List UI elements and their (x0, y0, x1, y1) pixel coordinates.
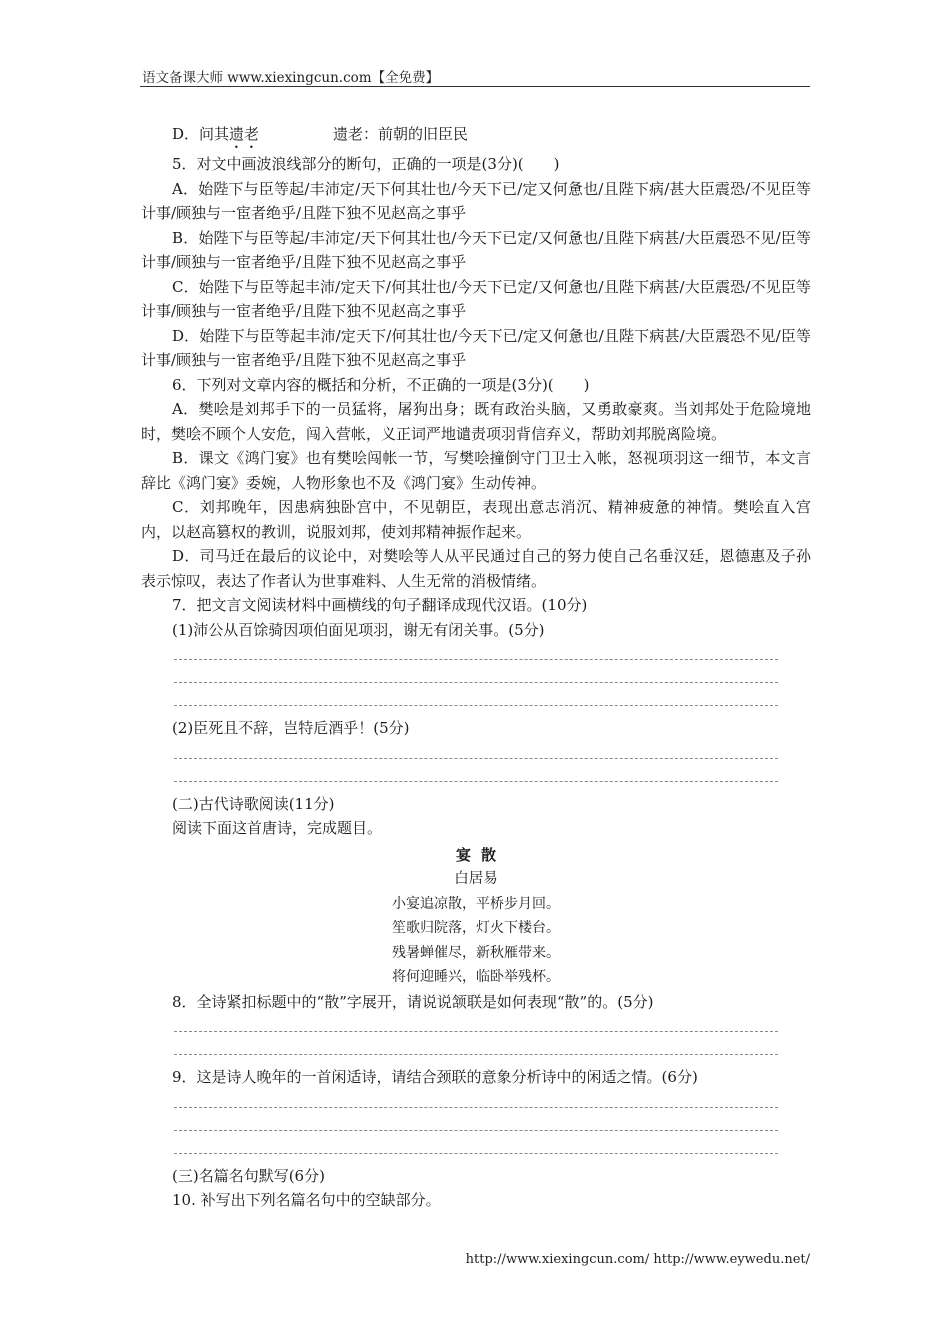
answer-line (174, 781, 778, 782)
q7-part2: (2)臣死且不辞，岂特卮酒乎！(5分) (172, 719, 410, 737)
page-footer: http://www.xiexingcun.com/ http://www.eywedu.net/ (465, 1252, 810, 1267)
answer-line (174, 682, 778, 683)
document-body (141, 122, 811, 1213)
q5-option-a: A．始陛下与臣等起/丰沛定/天下何其壮也/今天下已/定又何惫也/且陛下病/甚大臣震恐/不见臣等计事/顾独与一宦者绝乎/且陛下独不见赵高之事乎 (141, 179, 811, 222)
q8-stem: 8．全诗紧扣标题中的“散”字展开，请说说颔联是如何表现“散”的。(5分) (172, 992, 654, 1011)
answer-line (174, 1153, 778, 1154)
option-d-dotted-word: 遗老 (229, 125, 260, 143)
poem-line: 小宴追凉散，平桥步月回。 (392, 895, 560, 912)
q5-option-c: C．始陛下与臣等起丰沛/定天下/何其壮也/今天下已定/又何惫也/且陛下病甚/大臣震恐/不见臣等计事/顾独与一宦者绝乎/且陛下独不见赵高之事乎 (141, 277, 811, 320)
header-divider (140, 86, 810, 87)
option-d-gloss: 遗老：前朝的旧臣民 (333, 125, 469, 143)
option-d-label: D．问其 (172, 125, 230, 143)
q7-part1-answer-area[interactable] (141, 659, 811, 716)
page-header: 语文备课大师 www.xiexingcun.com【全免费】 (142, 70, 440, 86)
option-d-row (141, 122, 811, 152)
q6-option-a: A．樊哙是刘邦手下的一员猛将，屠狗出身；既有政治头脑，又勇敢豪爽。当刘邦处于危险境地时，樊哙不顾个人安危，闯入营帐，义正词严地谴责项羽背信弃义，帮助刘邦脱离险境。 (141, 400, 811, 443)
answer-line (174, 1031, 778, 1032)
poem-author: 白居易 (454, 871, 498, 887)
answer-line (174, 1107, 778, 1108)
section2-title: (二)古代诗歌阅读(11分) (172, 794, 335, 813)
q6-option-b: B．课文《鸿门宴》也有樊哙闯帐一节，写樊哙撞倒守门卫士入帐，怒视项羽这一细节，本文言辞比《鸿门宴》委婉，人物形象也不及《鸿门宴》生动传神。 (141, 449, 811, 492)
answer-line (174, 659, 778, 660)
poem-title: 宴散 (455, 845, 506, 864)
answer-line (174, 1130, 778, 1131)
q7-part2-answer-area[interactable] (141, 758, 811, 792)
q5-option-b: B．始陛下与臣等起/丰沛定/天下何其壮也/今天下已定/又何惫也/且陛下病甚/大臣震恐不见/臣等计事/顾独与一宦者绝乎/且陛下独不见赵高之事乎 (141, 228, 811, 271)
answer-line (174, 1054, 778, 1055)
q6-option-d: D．司马迁在最后的议论中，对樊哙等人从平民通过自己的努力使自己名垂汉廷，恩德惠及子孙表示惊叹，表达了作者认为世事难料、人生无常的消极情绪。 (141, 547, 811, 590)
answer-line (174, 705, 778, 706)
poem-line: 笙歌归院落，灯火下楼台。 (392, 920, 560, 936)
q10-stem: 10. 补写出下列名篇名句中的空缺部分。 (172, 1191, 441, 1209)
q7-stem: 7．把文言文阅读材料中画横线的句子翻译成现代汉语。(10分) (172, 596, 588, 614)
q7-part1: (1)沛公从百馀骑因项伯面见项羽，谢无有闭关事。(5分) (172, 620, 545, 639)
q6-option-c: C．刘邦晚年，因患病独卧宫中，不见朝臣，表现出意志消沉、精神疲惫的神情。樊哙直入宫内，以赵高篡权的教训，说服刘邦，使刘邦精神振作起来。 (141, 498, 811, 541)
section2-intro: 阅读下面这首唐诗，完成题目。 (172, 819, 383, 837)
poem-line: 将何迎睡兴，临卧举残杯。 (392, 969, 560, 985)
answer-line (174, 758, 778, 759)
section3-title: (三)名篇名句默写(6分) (172, 1166, 325, 1185)
q5-option-d: D．始陛下与臣等起丰沛/定天下/何其壮也/今天下已/定又何惫也/且陛下病甚/大臣震恐不见/臣等计事/顾独与一宦者绝乎/且陛下独不见赵高之事乎 (141, 326, 811, 369)
q9-answer-area[interactable] (141, 1107, 811, 1164)
q8-answer-area[interactable] (141, 1031, 811, 1065)
q6-stem: 6．下列对文章内容的概括和分析，不正确的一项是(3分)( ) (172, 375, 590, 394)
q9-stem: 9．这是诗人晚年的一首闲适诗，请结合颈联的意象分析诗中的闲适之情。(6分) (172, 1068, 698, 1086)
poem-line: 残暑蝉催尽，新秋雁带来。 (392, 944, 560, 961)
q5-stem: 5．对文中画波浪线部分的断句，正确的一项是(3分)( ) (172, 155, 560, 173)
